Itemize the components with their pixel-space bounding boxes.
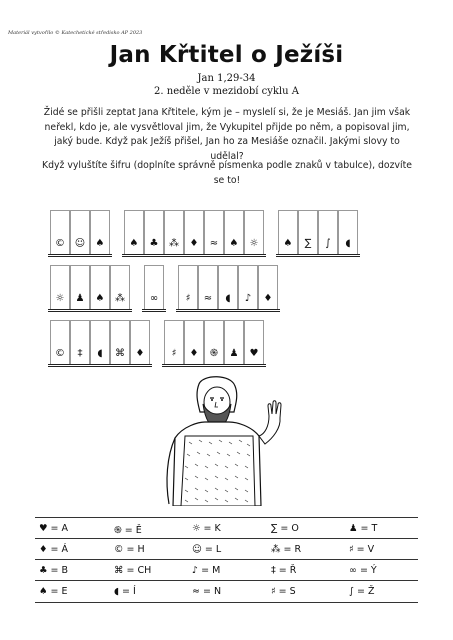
legend-entry <box>349 565 377 576</box>
legend-entry <box>349 544 374 555</box>
legend-entry <box>271 523 299 534</box>
cipher-cell[interactable] <box>184 320 204 364</box>
legend-row <box>35 559 418 581</box>
equals-sign: = <box>353 544 368 555</box>
legend-entry <box>39 523 68 534</box>
cipher-symbol: ≈ <box>203 293 213 304</box>
cipher-cell[interactable] <box>50 210 70 254</box>
legend-entry <box>114 586 136 597</box>
equals-sign: = <box>357 523 372 534</box>
cipher-cell[interactable] <box>144 210 164 254</box>
legend-symbol: ♥ <box>39 523 48 534</box>
cipher-symbol: ⌘ <box>115 348 125 359</box>
cipher-symbol: ♯ <box>185 293 191 304</box>
cipher-cell[interactable] <box>144 265 164 309</box>
cipher-symbol: © <box>55 238 65 249</box>
cipher-symbol: ♟ <box>75 293 85 304</box>
cipher-cell[interactable] <box>204 210 224 254</box>
legend-letter: H <box>137 544 145 555</box>
cipher-symbol: ♯ <box>171 348 177 359</box>
legend-entry <box>39 544 68 555</box>
cipher-cell[interactable] <box>70 210 90 254</box>
equals-sign: = <box>280 544 295 555</box>
equals-sign: = <box>275 565 290 576</box>
cipher-cell[interactable] <box>318 210 338 254</box>
legend-symbol: ‡ <box>271 565 276 576</box>
legend-letter: Á <box>61 544 69 555</box>
legend-symbol: ☺ <box>192 544 202 555</box>
legend-symbol: ♯ <box>349 544 354 555</box>
legend-symbol: ♦ <box>39 544 48 555</box>
equals-sign: = <box>353 586 368 597</box>
legend-letter: N <box>213 586 222 597</box>
cipher-cell[interactable] <box>298 210 318 254</box>
legend-entry <box>114 565 151 576</box>
cipher-cell[interactable] <box>198 265 218 309</box>
equals-sign: = <box>123 565 138 576</box>
legend-entry <box>271 586 296 597</box>
word-underline <box>122 254 266 257</box>
legend-symbol: ֍ <box>114 525 122 536</box>
word-underline <box>142 309 166 312</box>
instruction-paragraph: Když vyluštíte šifru (doplníte správně písmenka podle znaků v tabulce), dozvíte se to! <box>42 160 412 186</box>
legend-entry <box>349 586 374 597</box>
equals-sign: = <box>119 586 134 597</box>
word-underline <box>176 309 280 312</box>
legend-symbol: ♠ <box>39 586 48 597</box>
equals-sign: = <box>121 525 136 536</box>
cipher-cell[interactable] <box>110 320 130 364</box>
legend-letter: CH <box>137 565 152 576</box>
legend-entry <box>39 565 68 576</box>
cipher-cell[interactable] <box>90 320 110 364</box>
intro-paragraph: Židé se přišli zeptat Jana Křtitele, kým je – myslelí si, že je Mesiáš. Jan jim však neřekl, kdo je, ale vysvětloval jim, že Vykupitel přijde po něm, a popisoval jim, jaký bude. Když pak Ježíš přišel, Jan ho za Mesiáše označil. Jakými slovy to udělal? <box>43 107 411 162</box>
cipher-symbol: ♣ <box>149 238 159 249</box>
word-underline <box>48 364 152 367</box>
equals-sign: = <box>123 544 138 555</box>
legend-entry <box>271 544 301 555</box>
cipher-cell[interactable] <box>124 210 144 254</box>
cipher-symbol: ‡ <box>77 348 83 359</box>
legend-letter: B <box>61 565 69 576</box>
equals-sign: = <box>47 523 62 534</box>
legend-letter: K <box>214 523 221 534</box>
legend-entry <box>114 523 142 536</box>
cipher-cell[interactable] <box>90 210 110 254</box>
word-underline <box>48 309 132 312</box>
legend-letter: S <box>289 586 296 597</box>
equals-sign: = <box>275 586 290 597</box>
cipher-symbol: ≈ <box>209 238 219 249</box>
legend-entry <box>114 544 145 555</box>
cipher-symbol: ∞ <box>149 293 159 304</box>
cipher-cell[interactable] <box>50 265 70 309</box>
cipher-cell[interactable] <box>204 320 224 364</box>
john-the-baptist-illustration <box>155 376 290 506</box>
cipher-symbol: ♥ <box>249 348 259 359</box>
legend-letter: E <box>61 586 68 597</box>
cipher-symbol: ⁂ <box>169 238 179 249</box>
legend-symbol: ⌘ <box>114 565 124 576</box>
legend-symbol: ⁂ <box>271 544 281 555</box>
liturgical-occasion: 2. neděle v mezidobí cyklu A <box>154 86 299 97</box>
cipher-cell[interactable] <box>110 265 130 309</box>
equals-sign: = <box>47 565 62 576</box>
legend-entry <box>192 523 221 534</box>
cipher-symbol: ☼ <box>249 238 259 249</box>
equals-sign: = <box>198 565 213 576</box>
legend-symbol: ♟ <box>349 523 358 534</box>
cipher-cell[interactable] <box>218 265 238 309</box>
legend-row <box>35 580 418 603</box>
legend-symbol: ∑ <box>271 523 278 534</box>
cipher-symbol: ♠ <box>95 293 105 304</box>
equals-sign: = <box>47 586 62 597</box>
equals-sign: = <box>199 586 214 597</box>
equals-sign: = <box>201 544 216 555</box>
cipher-symbol: ♦ <box>263 293 273 304</box>
legend-symbol: ≈ <box>192 586 200 597</box>
cipher-symbol: © <box>55 348 65 359</box>
cipher-cell[interactable] <box>244 320 264 364</box>
cipher-symbol: ◖ <box>97 348 103 359</box>
cipher-symbol: ◖ <box>225 293 231 304</box>
cipher-symbol: ⁂ <box>115 293 125 304</box>
legend-letter: A <box>61 523 69 534</box>
legend-letter: Í <box>133 586 136 597</box>
legend-entry <box>192 565 220 576</box>
bible-reference: Jan 1,29-34 <box>197 73 256 84</box>
legend-symbol: ◖ <box>114 586 120 597</box>
legend-row <box>35 538 418 560</box>
legend-entry <box>39 586 68 597</box>
cipher-cell[interactable] <box>244 210 264 254</box>
legend-letter: M <box>212 565 221 576</box>
legend-letter: R <box>294 544 302 555</box>
cipher-symbol: ♦ <box>135 348 145 359</box>
cipher-cell[interactable] <box>338 210 358 254</box>
cipher-cell[interactable] <box>70 320 90 364</box>
cipher-symbol: ◖ <box>345 238 351 249</box>
cipher-symbol: ∫ <box>325 238 331 249</box>
legend-symbol: ♯ <box>271 586 276 597</box>
legend-letter: Ž <box>367 586 375 597</box>
legend-symbol: ☼ <box>192 523 201 534</box>
legend-symbol: ∫ <box>349 586 354 597</box>
legend-symbol: © <box>114 544 124 555</box>
cipher-cell[interactable] <box>70 265 90 309</box>
cipher-cell[interactable] <box>184 210 204 254</box>
cipher-cell[interactable] <box>224 210 244 254</box>
equals-sign: = <box>277 523 292 534</box>
word-underline <box>276 254 360 257</box>
cipher-cell[interactable] <box>178 265 198 309</box>
word-underline <box>162 364 266 367</box>
cipher-symbol: ♠ <box>129 238 139 249</box>
legend-row <box>35 517 418 539</box>
cipher-cell[interactable] <box>90 265 110 309</box>
legend-letter: T <box>371 523 378 534</box>
legend-symbol: ♪ <box>192 565 199 576</box>
legend-entry <box>271 565 296 576</box>
page-title: Jan Křtitel o Ježíši <box>109 42 344 68</box>
cipher-symbol: ♠ <box>283 238 293 249</box>
cipher-symbol: ♠ <box>229 238 239 249</box>
legend-letter: Ř <box>289 565 297 576</box>
legend-symbol: ♣ <box>39 565 48 576</box>
legend-entry <box>192 586 221 597</box>
cipher-symbol: ☼ <box>55 293 65 304</box>
cipher-symbol: ♪ <box>244 293 252 304</box>
cipher-symbol: ♟ <box>229 348 239 359</box>
legend-entry <box>349 523 377 534</box>
cipher-cell[interactable] <box>50 320 70 364</box>
equals-sign: = <box>200 523 215 534</box>
word-underline <box>48 254 112 257</box>
credit-line: Materiál vytvořilo © Katechetické středisko AP 2023 <box>8 30 143 36</box>
cipher-cell[interactable] <box>258 265 278 309</box>
legend-letter: O <box>291 523 299 534</box>
cipher-symbol: ♠ <box>95 238 105 249</box>
cipher-symbol: ☺ <box>74 238 86 249</box>
legend-entry <box>192 544 221 555</box>
equals-sign: = <box>356 565 371 576</box>
cipher-cell[interactable] <box>278 210 298 254</box>
cipher-symbol: ∑ <box>304 238 312 249</box>
cipher-cell[interactable] <box>238 265 258 309</box>
legend-letter: V <box>367 544 375 555</box>
legend-letter: L <box>215 544 222 555</box>
legend-letter: Ě <box>135 525 142 536</box>
legend-symbol: ∞ <box>349 565 357 576</box>
cipher-cell[interactable] <box>164 320 184 364</box>
cipher-symbol: ♦ <box>189 238 199 249</box>
equals-sign: = <box>47 544 62 555</box>
cipher-symbol: ֍ <box>209 348 219 359</box>
cipher-cell[interactable] <box>224 320 244 364</box>
cipher-symbol: ♦ <box>189 348 199 359</box>
legend-letter: Ý <box>370 565 377 576</box>
cipher-cell[interactable] <box>130 320 150 364</box>
cipher-cell[interactable] <box>164 210 184 254</box>
